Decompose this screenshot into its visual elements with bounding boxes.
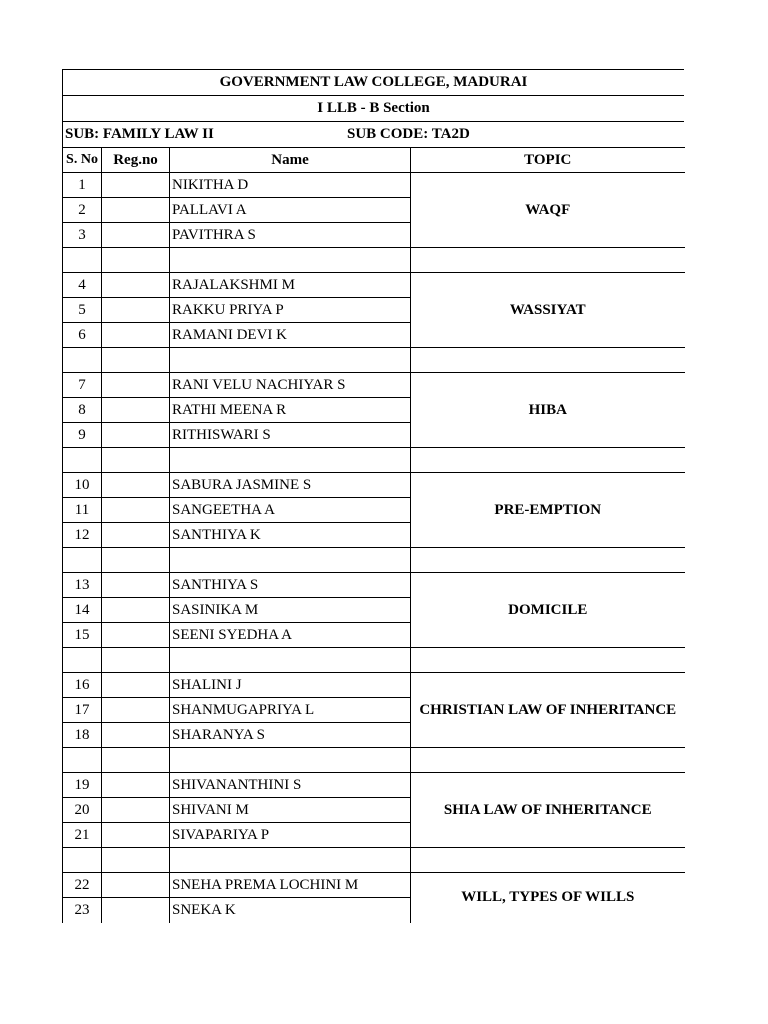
topic-cell: SHIA LAW OF INHERITANCE bbox=[411, 773, 685, 848]
subject-code: SUB CODE: TA2D bbox=[347, 126, 470, 142]
subject-row bbox=[62, 121, 684, 147]
blank-cell bbox=[102, 648, 170, 673]
blank-cell bbox=[63, 848, 102, 873]
blank-cell bbox=[63, 448, 102, 473]
regno-cell bbox=[102, 698, 170, 723]
sno-cell: 1 bbox=[63, 173, 102, 198]
topic-cell: CHRISTIAN LAW OF INHERITANCE bbox=[411, 673, 685, 748]
regno-cell bbox=[102, 373, 170, 398]
regno-cell bbox=[102, 673, 170, 698]
name-cell: RAJALAKSHMI M bbox=[170, 273, 411, 298]
blank-cell bbox=[170, 448, 411, 473]
regno-cell bbox=[102, 298, 170, 323]
sno-cell: 21 bbox=[63, 823, 102, 848]
blank-cell bbox=[411, 248, 685, 273]
blank-cell bbox=[411, 648, 685, 673]
regno-cell bbox=[102, 798, 170, 823]
spacer-row bbox=[63, 548, 685, 573]
sno-cell: 12 bbox=[63, 523, 102, 548]
blank-cell bbox=[63, 548, 102, 573]
sno-cell: 4 bbox=[63, 273, 102, 298]
college-title: GOVERNMENT LAW COLLEGE, MADURAI bbox=[62, 69, 684, 95]
name-cell: SANTHIYA K bbox=[170, 523, 411, 548]
blank-cell bbox=[411, 748, 685, 773]
spacer-row bbox=[63, 248, 685, 273]
regno-cell bbox=[102, 598, 170, 623]
name-cell: RATHI MEENA R bbox=[170, 398, 411, 423]
regno-cell bbox=[102, 323, 170, 348]
blank-cell bbox=[170, 348, 411, 373]
table-body bbox=[63, 173, 685, 923]
blank-cell bbox=[411, 548, 685, 573]
regno-cell bbox=[102, 398, 170, 423]
name-cell: SANTHIYA S bbox=[170, 573, 411, 598]
regno-cell bbox=[102, 723, 170, 748]
blank-cell bbox=[411, 448, 685, 473]
sno-cell: 10 bbox=[63, 473, 102, 498]
name-cell: SABURA JASMINE S bbox=[170, 473, 411, 498]
sno-cell: 3 bbox=[63, 223, 102, 248]
blank-cell bbox=[63, 648, 102, 673]
blank-cell bbox=[170, 548, 411, 573]
blank-cell bbox=[102, 548, 170, 573]
table-row bbox=[63, 773, 685, 798]
sno-cell: 2 bbox=[63, 198, 102, 223]
sno-cell: 11 bbox=[63, 498, 102, 523]
table-row bbox=[63, 373, 685, 398]
sno-cell: 20 bbox=[63, 798, 102, 823]
table-row bbox=[63, 273, 685, 298]
spacer-row bbox=[63, 848, 685, 873]
topic-cell: DOMICILE bbox=[411, 573, 685, 648]
class-section: I LLB - B Section bbox=[62, 95, 684, 121]
name-cell: SNEKA K bbox=[170, 898, 411, 923]
name-cell: SHALINI J bbox=[170, 673, 411, 698]
regno-cell bbox=[102, 573, 170, 598]
table-row bbox=[63, 873, 685, 898]
table-row bbox=[63, 173, 685, 198]
blank-cell bbox=[102, 848, 170, 873]
name-cell: PAVITHRA S bbox=[170, 223, 411, 248]
regno-cell bbox=[102, 473, 170, 498]
sno-cell: 8 bbox=[63, 398, 102, 423]
blank-cell bbox=[63, 248, 102, 273]
blank-cell bbox=[170, 648, 411, 673]
sno-cell: 23 bbox=[63, 898, 102, 923]
name-cell: SIVAPARIYA P bbox=[170, 823, 411, 848]
name-cell: SASINIKA M bbox=[170, 598, 411, 623]
table-row bbox=[63, 473, 685, 498]
col-header-regno: Reg.no bbox=[102, 148, 170, 173]
sno-cell: 9 bbox=[63, 423, 102, 448]
table-row bbox=[63, 573, 685, 598]
regno-cell bbox=[102, 223, 170, 248]
regno-cell bbox=[102, 173, 170, 198]
name-cell: RAKKU PRIYA P bbox=[170, 298, 411, 323]
regno-cell bbox=[102, 198, 170, 223]
spacer-row bbox=[63, 748, 685, 773]
name-cell: SHIVANANTHINI S bbox=[170, 773, 411, 798]
name-cell: SEENI SYEDHA A bbox=[170, 623, 411, 648]
table-header-row bbox=[63, 148, 685, 173]
regno-cell bbox=[102, 423, 170, 448]
spacer-row bbox=[63, 648, 685, 673]
topic-cell: WILL, TYPES OF WILLS bbox=[411, 873, 685, 923]
blank-cell bbox=[102, 448, 170, 473]
regno-cell bbox=[102, 498, 170, 523]
sno-cell: 13 bbox=[63, 573, 102, 598]
sno-cell: 17 bbox=[63, 698, 102, 723]
name-cell: SHANMUGAPRIYA L bbox=[170, 698, 411, 723]
regno-cell bbox=[102, 523, 170, 548]
blank-cell bbox=[102, 248, 170, 273]
blank-cell bbox=[170, 848, 411, 873]
topic-cell: PRE-EMPTION bbox=[411, 473, 685, 548]
blank-cell bbox=[411, 848, 685, 873]
sno-cell: 6 bbox=[63, 323, 102, 348]
name-cell: SANGEETHA A bbox=[170, 498, 411, 523]
topic-cell: WAQF bbox=[411, 173, 685, 248]
regno-cell bbox=[102, 873, 170, 898]
blank-cell bbox=[170, 748, 411, 773]
sno-cell: 14 bbox=[63, 598, 102, 623]
subject-label: SUB: FAMILY LAW II bbox=[65, 126, 214, 142]
spacer-row bbox=[63, 348, 685, 373]
sno-cell: 5 bbox=[63, 298, 102, 323]
sno-cell: 16 bbox=[63, 673, 102, 698]
blank-cell bbox=[170, 248, 411, 273]
regno-cell bbox=[102, 273, 170, 298]
attendance-sheet bbox=[62, 69, 684, 923]
sno-cell: 7 bbox=[63, 373, 102, 398]
blank-cell bbox=[102, 748, 170, 773]
blank-cell bbox=[63, 348, 102, 373]
name-cell: SHARANYA S bbox=[170, 723, 411, 748]
col-header-sno: S. No bbox=[63, 148, 102, 173]
blank-cell bbox=[102, 348, 170, 373]
sno-cell: 18 bbox=[63, 723, 102, 748]
sno-cell: 19 bbox=[63, 773, 102, 798]
name-cell: RAMANI DEVI K bbox=[170, 323, 411, 348]
col-header-name: Name bbox=[170, 148, 411, 173]
regno-cell bbox=[102, 823, 170, 848]
student-topic-table bbox=[62, 147, 685, 923]
sno-cell: 22 bbox=[63, 873, 102, 898]
spacer-row bbox=[63, 448, 685, 473]
name-cell: PALLAVI A bbox=[170, 198, 411, 223]
sno-cell: 15 bbox=[63, 623, 102, 648]
name-cell: RITHISWARI S bbox=[170, 423, 411, 448]
table-row bbox=[63, 673, 685, 698]
col-header-topic: TOPIC bbox=[411, 148, 685, 173]
regno-cell bbox=[102, 623, 170, 648]
name-cell: NIKITHA D bbox=[170, 173, 411, 198]
name-cell: RANI VELU NACHIYAR S bbox=[170, 373, 411, 398]
topic-cell: HIBA bbox=[411, 373, 685, 448]
topic-cell: WASSIYAT bbox=[411, 273, 685, 348]
name-cell: SNEHA PREMA LOCHINI M bbox=[170, 873, 411, 898]
regno-cell bbox=[102, 773, 170, 798]
blank-cell bbox=[63, 748, 102, 773]
blank-cell bbox=[411, 348, 685, 373]
name-cell: SHIVANI M bbox=[170, 798, 411, 823]
regno-cell bbox=[102, 898, 170, 923]
